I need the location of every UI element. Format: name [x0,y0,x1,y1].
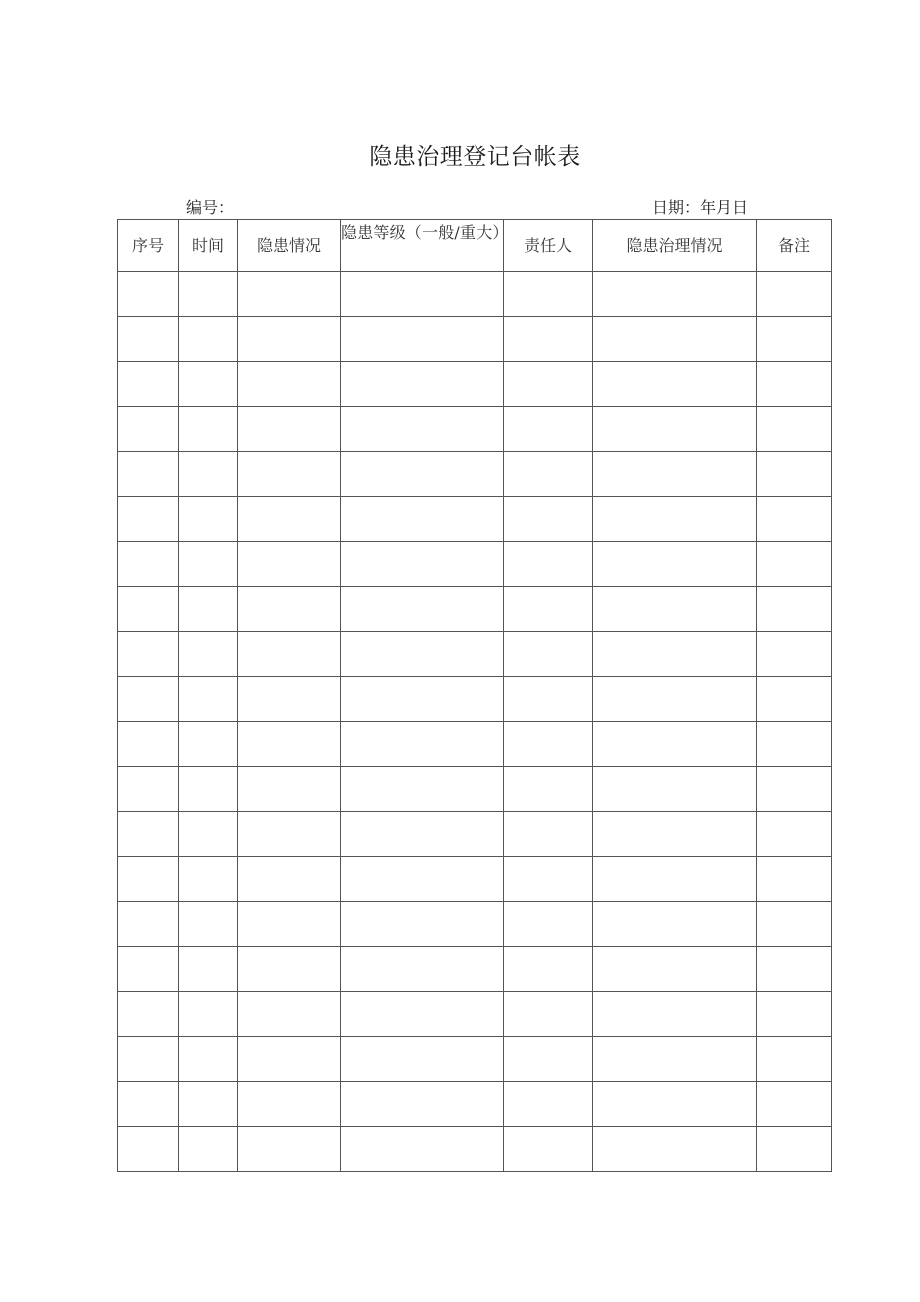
remarks-cell[interactable] [757,407,832,452]
table-row [118,452,832,497]
remarks-cell[interactable] [757,767,832,812]
time-cell[interactable] [179,677,238,722]
hazard-situation-cell[interactable] [238,407,341,452]
hazard-situation-cell[interactable] [238,722,341,767]
table-row [118,1037,832,1082]
table-row [118,1082,832,1127]
responsible-person-cell[interactable] [504,992,593,1037]
hazard-level-cell[interactable] [341,722,504,767]
responsible-person-cell[interactable] [504,272,593,317]
hazard-situation-cell[interactable] [238,452,341,497]
hazard-level-cell[interactable] [341,1127,504,1172]
responsible-person-cell[interactable] [504,497,593,542]
serial-number-cell[interactable] [118,1037,179,1082]
hazard-situation-cell[interactable] [238,542,341,587]
serial-number-cell[interactable] [118,1082,179,1127]
remediation-status-cell[interactable] [593,677,757,722]
header-time: 时间 [179,220,238,272]
table-row [118,272,832,317]
remarks-cell[interactable] [757,1082,832,1127]
serial-number-cell[interactable] [118,587,179,632]
hazard-level-cell[interactable] [341,677,504,722]
time-cell[interactable] [179,1082,238,1127]
serial-number-cell[interactable] [118,812,179,857]
remarks-cell[interactable] [757,812,832,857]
hazard-situation-cell[interactable] [238,317,341,362]
remarks-cell[interactable] [757,542,832,587]
time-cell[interactable] [179,407,238,452]
hazard-situation-cell[interactable] [238,857,341,902]
table-row [118,542,832,587]
table-body [118,272,832,1172]
remediation-status-cell[interactable] [593,1127,757,1172]
remediation-status-cell[interactable] [593,362,757,407]
responsible-person-cell[interactable] [504,677,593,722]
remediation-status-cell[interactable] [593,767,757,812]
serial-number-cell[interactable] [118,992,179,1037]
remediation-status-cell[interactable] [593,272,757,317]
responsible-person-cell[interactable] [504,632,593,677]
remediation-status-cell[interactable] [593,947,757,992]
time-cell[interactable] [179,497,238,542]
time-cell[interactable] [179,542,238,587]
table-row [118,992,832,1037]
hazard-situation-cell[interactable] [238,497,341,542]
serial-number-cell[interactable] [118,362,179,407]
remediation-status-cell[interactable] [593,452,757,497]
serial-number-cell[interactable] [118,722,179,767]
header-remediation-status: 隐患治理情况 [593,220,757,272]
hazard-situation-cell[interactable] [238,1037,341,1082]
remarks-cell[interactable] [757,632,832,677]
hazard-ledger-table [117,219,832,1172]
responsible-person-cell[interactable] [504,452,593,497]
serial-number-cell[interactable] [118,632,179,677]
hazard-level-cell[interactable] [341,812,504,857]
serial-number-cell[interactable] [118,542,179,587]
hazard-level-cell[interactable] [341,632,504,677]
table-row [118,362,832,407]
hazard-situation-cell[interactable] [238,362,341,407]
hazard-situation-cell[interactable] [238,1127,341,1172]
remarks-cell[interactable] [757,1037,832,1082]
hazard-situation-cell[interactable] [238,1082,341,1127]
responsible-person-cell[interactable] [504,587,593,632]
hazard-level-cell[interactable] [341,497,504,542]
time-cell[interactable] [179,1037,238,1082]
table-row [118,812,832,857]
table-row [118,902,832,947]
serial-number-cell[interactable] [118,857,179,902]
hazard-situation-cell[interactable] [238,812,341,857]
remediation-status-cell[interactable] [593,407,757,452]
hazard-situation-cell[interactable] [238,902,341,947]
table-row [118,497,832,542]
responsible-person-cell[interactable] [504,1037,593,1082]
hazard-level-cell[interactable] [341,362,504,407]
number-label: 编号： [186,198,235,217]
hazard-level-cell[interactable] [341,1082,504,1127]
hazard-level-cell[interactable] [341,947,504,992]
table-row [118,857,832,902]
header-hazard-situation: 隐患情况 [238,220,341,272]
table-row [118,767,832,812]
serial-number-cell[interactable] [118,947,179,992]
remediation-status-cell[interactable] [593,992,757,1037]
responsible-person-cell[interactable] [504,362,593,407]
time-cell[interactable] [179,722,238,767]
remediation-status-cell[interactable] [593,722,757,767]
hazard-level-cell[interactable] [341,857,504,902]
serial-number-cell[interactable] [118,767,179,812]
remediation-status-cell[interactable] [593,857,757,902]
hazard-situation-cell[interactable] [238,767,341,812]
hazard-level-cell[interactable] [341,272,504,317]
serial-number-cell[interactable] [118,902,179,947]
responsible-person-cell[interactable] [504,857,593,902]
remediation-status-cell[interactable] [593,542,757,587]
time-cell[interactable] [179,767,238,812]
serial-number-cell[interactable] [118,272,179,317]
remarks-cell[interactable] [757,677,832,722]
responsible-person-cell[interactable] [504,767,593,812]
table-header-row [118,220,832,272]
time-cell[interactable] [179,587,238,632]
table-row [118,407,832,452]
time-cell[interactable] [179,1127,238,1172]
remediation-status-cell[interactable] [593,497,757,542]
hazard-situation-cell[interactable] [238,587,341,632]
responsible-person-cell[interactable] [504,812,593,857]
header-remarks: 备注 [757,220,832,272]
remarks-cell[interactable] [757,272,832,317]
hazard-level-cell[interactable] [341,992,504,1037]
date-label: 日期：年月日 [652,198,749,217]
remediation-status-cell[interactable] [593,317,757,362]
responsible-person-cell[interactable] [504,317,593,362]
table-row [118,632,832,677]
serial-number-cell[interactable] [118,407,179,452]
time-cell[interactable] [179,812,238,857]
remediation-status-cell[interactable] [593,902,757,947]
hazard-level-cell[interactable] [341,1037,504,1082]
remarks-cell[interactable] [757,497,832,542]
remediation-status-cell[interactable] [593,587,757,632]
table-row [118,722,832,767]
header-hazard-level: 隐患等级（一般/重大） [341,220,504,272]
time-cell[interactable] [179,272,238,317]
remarks-cell[interactable] [757,992,832,1037]
responsible-person-cell[interactable] [504,902,593,947]
hazard-level-cell[interactable] [341,317,504,362]
serial-number-cell[interactable] [118,317,179,362]
time-cell[interactable] [179,317,238,362]
remarks-cell[interactable] [757,1127,832,1172]
responsible-person-cell[interactable] [504,407,593,452]
responsible-person-cell[interactable] [504,1082,593,1127]
hazard-situation-cell[interactable] [238,947,341,992]
serial-number-cell[interactable] [118,452,179,497]
remarks-cell[interactable] [757,902,832,947]
time-cell[interactable] [179,947,238,992]
hazard-situation-cell[interactable] [238,632,341,677]
hazard-level-cell[interactable] [341,542,504,587]
time-cell[interactable] [179,902,238,947]
time-cell[interactable] [179,452,238,497]
table-row [118,1127,832,1172]
table-row [118,587,832,632]
remarks-cell[interactable] [757,947,832,992]
remarks-cell[interactable] [757,362,832,407]
responsible-person-cell[interactable] [504,722,593,767]
remarks-cell[interactable] [757,857,832,902]
hazard-level-cell[interactable] [341,452,504,497]
header-responsible-person: 责任人 [504,220,593,272]
remarks-cell[interactable] [757,722,832,767]
time-cell[interactable] [179,362,238,407]
remarks-cell[interactable] [757,317,832,362]
hazard-level-cell[interactable] [341,587,504,632]
serial-number-cell[interactable] [118,677,179,722]
responsible-person-cell[interactable] [504,1127,593,1172]
hazard-situation-cell[interactable] [238,272,341,317]
hazard-situation-cell[interactable] [238,992,341,1037]
document-title: 隐患治理登记台帐表 [369,144,581,170]
serial-number-cell[interactable] [118,497,179,542]
table-row [118,947,832,992]
hazard-situation-cell[interactable] [238,677,341,722]
responsible-person-cell[interactable] [504,947,593,992]
remediation-status-cell[interactable] [593,1037,757,1082]
remarks-cell[interactable] [757,587,832,632]
remediation-status-cell[interactable] [593,812,757,857]
header-serial-number: 序号 [118,220,179,272]
table-row [118,317,832,362]
remediation-status-cell[interactable] [593,632,757,677]
time-cell[interactable] [179,857,238,902]
table-row [118,677,832,722]
remediation-status-cell[interactable] [593,1082,757,1127]
hazard-level-cell[interactable] [341,767,504,812]
serial-number-cell[interactable] [118,1127,179,1172]
hazard-level-cell[interactable] [341,407,504,452]
remarks-cell[interactable] [757,452,832,497]
responsible-person-cell[interactable] [504,542,593,587]
time-cell[interactable] [179,632,238,677]
hazard-level-cell[interactable] [341,902,504,947]
time-cell[interactable] [179,992,238,1037]
